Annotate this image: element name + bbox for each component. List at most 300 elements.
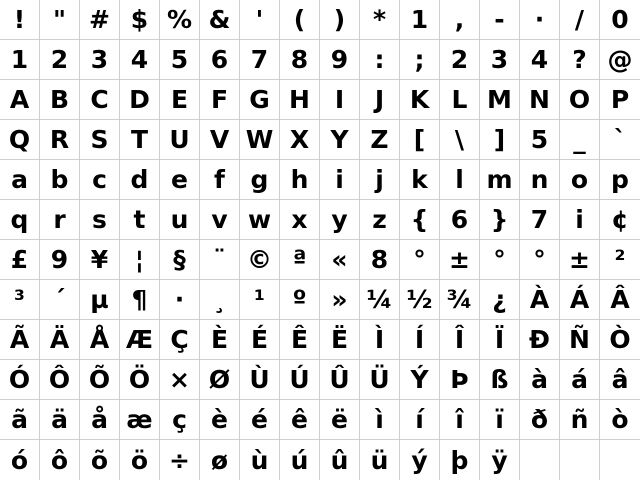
glyph-cell[interactable] [480, 40, 520, 80]
glyph-cell[interactable] [520, 400, 560, 440]
glyph-cell[interactable] [560, 400, 600, 440]
glyph-character: O [568, 85, 591, 114]
glyph-cell[interactable] [280, 160, 320, 200]
glyph-cell[interactable] [120, 440, 160, 480]
glyph-character: 8 [290, 45, 309, 74]
glyph-cell[interactable] [520, 440, 560, 480]
glyph-cell[interactable] [320, 240, 360, 280]
glyph-cell[interactable] [160, 120, 200, 160]
glyph-cell[interactable] [440, 400, 480, 440]
glyph-cell[interactable] [440, 160, 480, 200]
glyph-character: ¥ [90, 245, 109, 274]
glyph-cell[interactable] [360, 40, 400, 80]
glyph-character: © [247, 245, 272, 274]
glyph-cell[interactable] [80, 280, 120, 320]
glyph-cell[interactable] [560, 240, 600, 280]
glyph-cell[interactable] [280, 360, 320, 400]
glyph-cell[interactable] [560, 120, 600, 160]
glyph-cell[interactable] [480, 160, 520, 200]
glyph-character: R [49, 125, 70, 154]
glyph-cell[interactable] [560, 160, 600, 200]
glyph-cell[interactable] [600, 120, 640, 160]
glyph-cell[interactable] [440, 440, 480, 480]
glyph-cell[interactable] [600, 280, 640, 320]
glyph-cell[interactable] [360, 400, 400, 440]
glyph-cell[interactable] [200, 40, 240, 80]
glyph-cell[interactable] [520, 80, 560, 120]
glyph-cell[interactable] [200, 360, 240, 400]
glyph-cell[interactable] [280, 400, 320, 440]
glyph-character: S [90, 125, 109, 154]
glyph-character: I [334, 85, 345, 114]
glyph-character: # [89, 5, 110, 34]
glyph-character: é [251, 405, 268, 434]
glyph-cell[interactable] [40, 320, 80, 360]
glyph-cell[interactable] [80, 240, 120, 280]
glyph-cell[interactable] [120, 0, 160, 40]
glyph-cell[interactable] [80, 0, 120, 40]
glyph-cell[interactable] [40, 280, 80, 320]
glyph-cell[interactable] [360, 240, 400, 280]
glyph-cell[interactable] [400, 80, 440, 120]
glyph-cell[interactable] [0, 200, 40, 240]
glyph-character: 1 [410, 5, 429, 34]
glyph-character: n [530, 165, 549, 194]
glyph-character: ý [411, 445, 428, 475]
glyph-character: È [210, 325, 229, 354]
glyph-cell[interactable] [160, 280, 200, 320]
glyph-character: ¹ [254, 285, 265, 314]
glyph-cell[interactable] [320, 280, 360, 320]
glyph-cell[interactable] [320, 360, 360, 400]
glyph-cell[interactable] [400, 360, 440, 400]
glyph-cell[interactable] [480, 120, 520, 160]
glyph-character: Ø [208, 365, 231, 394]
glyph-cell[interactable] [80, 200, 120, 240]
glyph-character: è [211, 405, 228, 434]
glyph-cell[interactable] [240, 120, 280, 160]
glyph-cell[interactable] [240, 40, 280, 80]
glyph-cell[interactable] [160, 200, 200, 240]
glyph-cell[interactable] [480, 0, 520, 40]
glyph-character: 0 [611, 5, 629, 34]
glyph-cell[interactable] [560, 440, 600, 480]
glyph-cell[interactable] [320, 80, 360, 120]
glyph-cell[interactable] [160, 400, 200, 440]
glyph-cell[interactable] [320, 320, 360, 360]
glyph-cell[interactable] [240, 400, 280, 440]
glyph-cell[interactable] [160, 320, 200, 360]
glyph-cell[interactable] [0, 280, 40, 320]
glyph-character: º [292, 285, 307, 314]
glyph-character: m [486, 165, 513, 194]
glyph-character: µ [90, 285, 109, 314]
glyph-cell[interactable] [0, 360, 40, 400]
glyph-cell[interactable] [240, 240, 280, 280]
glyph-cell[interactable] [0, 240, 40, 280]
glyph-character: ¦ [134, 245, 145, 274]
glyph-cell[interactable] [0, 40, 40, 80]
glyph-character: 3 [490, 45, 509, 74]
glyph-cell[interactable] [480, 200, 520, 240]
glyph-cell[interactable] [560, 40, 600, 80]
glyph-cell[interactable] [0, 160, 40, 200]
glyph-cell[interactable] [320, 40, 360, 80]
glyph-character: õ [90, 445, 109, 475]
glyph-cell[interactable] [360, 440, 400, 480]
glyph-cell[interactable] [160, 440, 200, 480]
glyph-cell[interactable] [440, 360, 480, 400]
glyph-cell[interactable] [240, 280, 280, 320]
glyph-cell[interactable] [480, 360, 520, 400]
glyph-cell[interactable] [320, 440, 360, 480]
glyph-character: ã [11, 405, 28, 434]
glyph-cell[interactable] [600, 160, 640, 200]
glyph-character: î [455, 405, 464, 434]
glyph-cell[interactable] [360, 320, 400, 360]
glyph-cell[interactable] [600, 200, 640, 240]
glyph-character: l [455, 165, 464, 194]
glyph-character: Ö [128, 365, 151, 394]
glyph-cell[interactable] [520, 0, 560, 40]
glyph-cell[interactable] [80, 40, 120, 80]
glyph-cell[interactable] [200, 400, 240, 440]
glyph-cell[interactable] [120, 200, 160, 240]
glyph-character: j [375, 165, 384, 194]
glyph-character: ¢ [611, 205, 629, 234]
glyph-character: k [411, 165, 428, 194]
glyph-cell[interactable] [40, 160, 80, 200]
glyph-cell[interactable] [240, 80, 280, 120]
glyph-cell[interactable] [560, 0, 600, 40]
glyph-cell[interactable] [120, 320, 160, 360]
glyph-cell[interactable] [320, 400, 360, 440]
glyph-cell[interactable] [200, 120, 240, 160]
glyph-character: ¼ [366, 285, 393, 314]
glyph-cell[interactable] [400, 120, 440, 160]
glyph-character: · [534, 5, 545, 34]
glyph-cell[interactable] [400, 240, 440, 280]
glyph-cell[interactable] [320, 200, 360, 240]
glyph-character: \ [454, 125, 465, 154]
glyph-character: i [575, 205, 584, 234]
glyph-character: C [90, 85, 109, 114]
glyph-cell[interactable] [40, 240, 80, 280]
glyph-character: ü [370, 445, 389, 475]
glyph-character: h [290, 165, 309, 194]
glyph-cell[interactable] [280, 0, 320, 40]
glyph-cell[interactable] [520, 240, 560, 280]
glyph-cell[interactable] [360, 160, 400, 200]
glyph-cell[interactable] [280, 280, 320, 320]
glyph-cell[interactable] [120, 400, 160, 440]
glyph-cell[interactable] [40, 80, 80, 120]
glyph-character: G [249, 85, 270, 114]
glyph-cell[interactable] [80, 360, 120, 400]
glyph-cell[interactable] [600, 440, 640, 480]
glyph-character: { [410, 205, 429, 234]
glyph-cell[interactable] [240, 440, 280, 480]
glyph-cell[interactable] [200, 240, 240, 280]
glyph-character: b [50, 165, 69, 194]
glyph-cell[interactable] [480, 80, 520, 120]
glyph-cell[interactable] [120, 80, 160, 120]
glyph-cell[interactable] [160, 240, 200, 280]
glyph-cell[interactable] [600, 0, 640, 40]
glyph-cell[interactable] [440, 80, 480, 120]
glyph-character: N [529, 85, 550, 114]
glyph-cell[interactable] [400, 0, 440, 40]
glyph-cell[interactable] [200, 440, 240, 480]
glyph-cell[interactable] [600, 40, 640, 80]
glyph-cell[interactable] [40, 0, 80, 40]
glyph-cell[interactable] [560, 200, 600, 240]
glyph-cell[interactable] [520, 320, 560, 360]
glyph-character: _ [573, 125, 586, 154]
glyph-cell[interactable] [40, 360, 80, 400]
glyph-character: F [210, 85, 229, 114]
glyph-cell[interactable] [520, 160, 560, 200]
glyph-cell[interactable] [400, 200, 440, 240]
glyph-character: W [245, 125, 274, 154]
glyph-cell[interactable] [400, 440, 440, 480]
glyph-cell[interactable] [560, 360, 600, 400]
glyph-cell[interactable] [400, 160, 440, 200]
glyph-character: ó [10, 445, 29, 475]
glyph-cell[interactable] [600, 360, 640, 400]
glyph-character: % [166, 5, 193, 34]
glyph-cell[interactable] [520, 200, 560, 240]
glyph-cell[interactable] [0, 120, 40, 160]
glyph-character: Z [370, 125, 389, 154]
glyph-cell[interactable] [600, 240, 640, 280]
glyph-cell[interactable] [360, 200, 400, 240]
glyph-cell[interactable] [240, 0, 280, 40]
glyph-cell[interactable] [0, 440, 40, 480]
glyph-character: ` [613, 125, 627, 154]
glyph-cell[interactable] [200, 80, 240, 120]
glyph-character: 7 [250, 45, 269, 74]
glyph-cell[interactable] [360, 80, 400, 120]
glyph-character: Y [330, 125, 349, 154]
glyph-character: d [130, 165, 149, 194]
glyph-character: L [451, 85, 468, 114]
glyph-character: [ [413, 125, 426, 154]
glyph-cell[interactable] [0, 320, 40, 360]
glyph-cell[interactable] [320, 120, 360, 160]
glyph-cell[interactable] [160, 160, 200, 200]
glyph-cell[interactable] [240, 160, 280, 200]
glyph-character: £ [10, 245, 29, 274]
glyph-character: ' [255, 5, 264, 34]
glyph-character: K [409, 85, 430, 114]
glyph-cell[interactable] [280, 200, 320, 240]
glyph-cell[interactable] [80, 120, 120, 160]
glyph-cell[interactable] [240, 320, 280, 360]
glyph-character: ê [291, 405, 308, 434]
glyph-character: z [372, 205, 387, 234]
glyph-cell[interactable] [160, 80, 200, 120]
glyph-cell[interactable] [120, 40, 160, 80]
glyph-character: & [208, 5, 231, 34]
glyph-character: x [291, 205, 308, 234]
glyph-cell[interactable] [80, 440, 120, 480]
glyph-cell[interactable] [400, 400, 440, 440]
glyph-character: q [10, 205, 29, 234]
glyph-cell[interactable] [440, 0, 480, 40]
glyph-cell[interactable] [80, 400, 120, 440]
glyph-cell[interactable] [480, 400, 520, 440]
glyph-character: t [133, 205, 146, 234]
glyph-cell[interactable] [400, 320, 440, 360]
glyph-character: U [169, 125, 190, 154]
glyph-character: Ê [290, 325, 309, 354]
glyph-cell[interactable] [240, 200, 280, 240]
glyph-cell[interactable] [600, 400, 640, 440]
glyph-cell[interactable] [280, 80, 320, 120]
glyph-character: f [214, 165, 225, 194]
glyph-cell[interactable] [280, 120, 320, 160]
glyph-cell[interactable] [320, 0, 360, 40]
glyph-cell[interactable] [80, 160, 120, 200]
glyph-cell[interactable] [520, 120, 560, 160]
glyph-character: Ü [369, 365, 390, 394]
glyph-cell[interactable] [480, 440, 520, 480]
glyph-cell[interactable] [200, 200, 240, 240]
glyph-cell[interactable] [240, 360, 280, 400]
glyph-character: ñ [570, 405, 589, 434]
glyph-character: ? [572, 45, 587, 74]
glyph-character: r [53, 205, 66, 234]
glyph-character: Ì [374, 325, 385, 354]
glyph-cell[interactable] [0, 80, 40, 120]
glyph-character: ¸ [213, 285, 226, 314]
glyph-character: É [250, 325, 269, 354]
glyph-cell[interactable] [40, 400, 80, 440]
glyph-character: ÿ [491, 445, 508, 475]
glyph-cell[interactable] [400, 280, 440, 320]
glyph-cell[interactable] [200, 160, 240, 200]
glyph-character: ³ [14, 285, 25, 314]
glyph-cell[interactable] [0, 400, 40, 440]
glyph-character: ! [13, 5, 26, 34]
glyph-character: ½ [406, 285, 433, 314]
glyph-cell[interactable] [320, 160, 360, 200]
glyph-cell[interactable] [120, 360, 160, 400]
glyph-character: Ù [249, 365, 270, 394]
glyph-character: B [49, 85, 70, 114]
glyph-cell[interactable] [440, 320, 480, 360]
glyph-character: Ò [609, 325, 631, 354]
glyph-cell[interactable] [360, 120, 400, 160]
glyph-cell[interactable] [480, 280, 520, 320]
glyph-character: ¶ [131, 285, 148, 314]
glyph-cell[interactable] [40, 40, 80, 80]
glyph-cell[interactable] [200, 280, 240, 320]
glyph-cell[interactable] [560, 80, 600, 120]
glyph-character: ò [611, 405, 629, 434]
glyph-character: æ [126, 405, 153, 434]
glyph-character: Ë [330, 325, 349, 354]
glyph-cell[interactable] [280, 40, 320, 80]
glyph-character: ( [293, 5, 306, 34]
glyph-cell[interactable] [520, 280, 560, 320]
glyph-character: Ã [9, 325, 30, 354]
glyph-cell[interactable] [440, 40, 480, 80]
glyph-cell[interactable] [200, 320, 240, 360]
glyph-character: @ [607, 45, 633, 74]
glyph-cell[interactable] [560, 280, 600, 320]
glyph-cell[interactable] [600, 320, 640, 360]
glyph-character: v [211, 205, 228, 234]
glyph-cell[interactable] [120, 280, 160, 320]
glyph-cell[interactable] [400, 40, 440, 80]
glyph-character: ª [292, 245, 307, 274]
glyph-character: 1 [10, 45, 29, 74]
glyph-cell[interactable] [280, 240, 320, 280]
glyph-character: 9 [330, 45, 349, 74]
glyph-cell[interactable] [120, 240, 160, 280]
glyph-character: ð [530, 405, 549, 434]
glyph-cell[interactable] [160, 40, 200, 80]
glyph-cell[interactable] [160, 0, 200, 40]
glyph-character: y [331, 205, 348, 234]
glyph-cell[interactable] [280, 440, 320, 480]
glyph-cell[interactable] [40, 200, 80, 240]
glyph-cell[interactable] [480, 240, 520, 280]
glyph-cell[interactable] [440, 120, 480, 160]
glyph-cell[interactable] [80, 320, 120, 360]
glyph-character: u [170, 205, 189, 234]
glyph-cell[interactable] [560, 320, 600, 360]
glyph-character: 9 [50, 245, 69, 274]
glyph-character: : [374, 45, 385, 74]
glyph-cell[interactable] [280, 320, 320, 360]
glyph-cell[interactable] [0, 0, 40, 40]
glyph-cell[interactable] [40, 440, 80, 480]
glyph-cell[interactable] [120, 160, 160, 200]
glyph-cell[interactable] [520, 40, 560, 80]
glyph-cell[interactable] [40, 120, 80, 160]
glyph-cell[interactable] [480, 320, 520, 360]
glyph-character: A [9, 85, 30, 114]
glyph-character: ) [333, 5, 346, 34]
glyph-character: Ý [410, 365, 429, 394]
glyph-cell[interactable] [160, 360, 200, 400]
glyph-cell[interactable] [600, 80, 640, 120]
glyph-character: / [574, 5, 585, 34]
glyph-cell[interactable] [360, 360, 400, 400]
glyph-cell[interactable] [360, 280, 400, 320]
glyph-cell[interactable] [200, 0, 240, 40]
glyph-character: i [335, 165, 344, 194]
glyph-character: ï [495, 405, 504, 434]
glyph-cell[interactable] [440, 280, 480, 320]
glyph-cell[interactable] [440, 240, 480, 280]
glyph-character: ô [50, 445, 69, 475]
glyph-character: ú [290, 445, 309, 475]
glyph-cell[interactable] [80, 80, 120, 120]
glyph-cell[interactable] [360, 0, 400, 40]
glyph-cell[interactable] [520, 360, 560, 400]
glyph-character: ö [130, 445, 149, 475]
glyph-character: ß [490, 365, 509, 394]
glyph-character: Ú [289, 365, 310, 394]
glyph-cell[interactable] [440, 200, 480, 240]
glyph-character: « [331, 245, 348, 274]
glyph-cell[interactable] [120, 120, 160, 160]
glyph-character: ¿ [492, 285, 507, 314]
